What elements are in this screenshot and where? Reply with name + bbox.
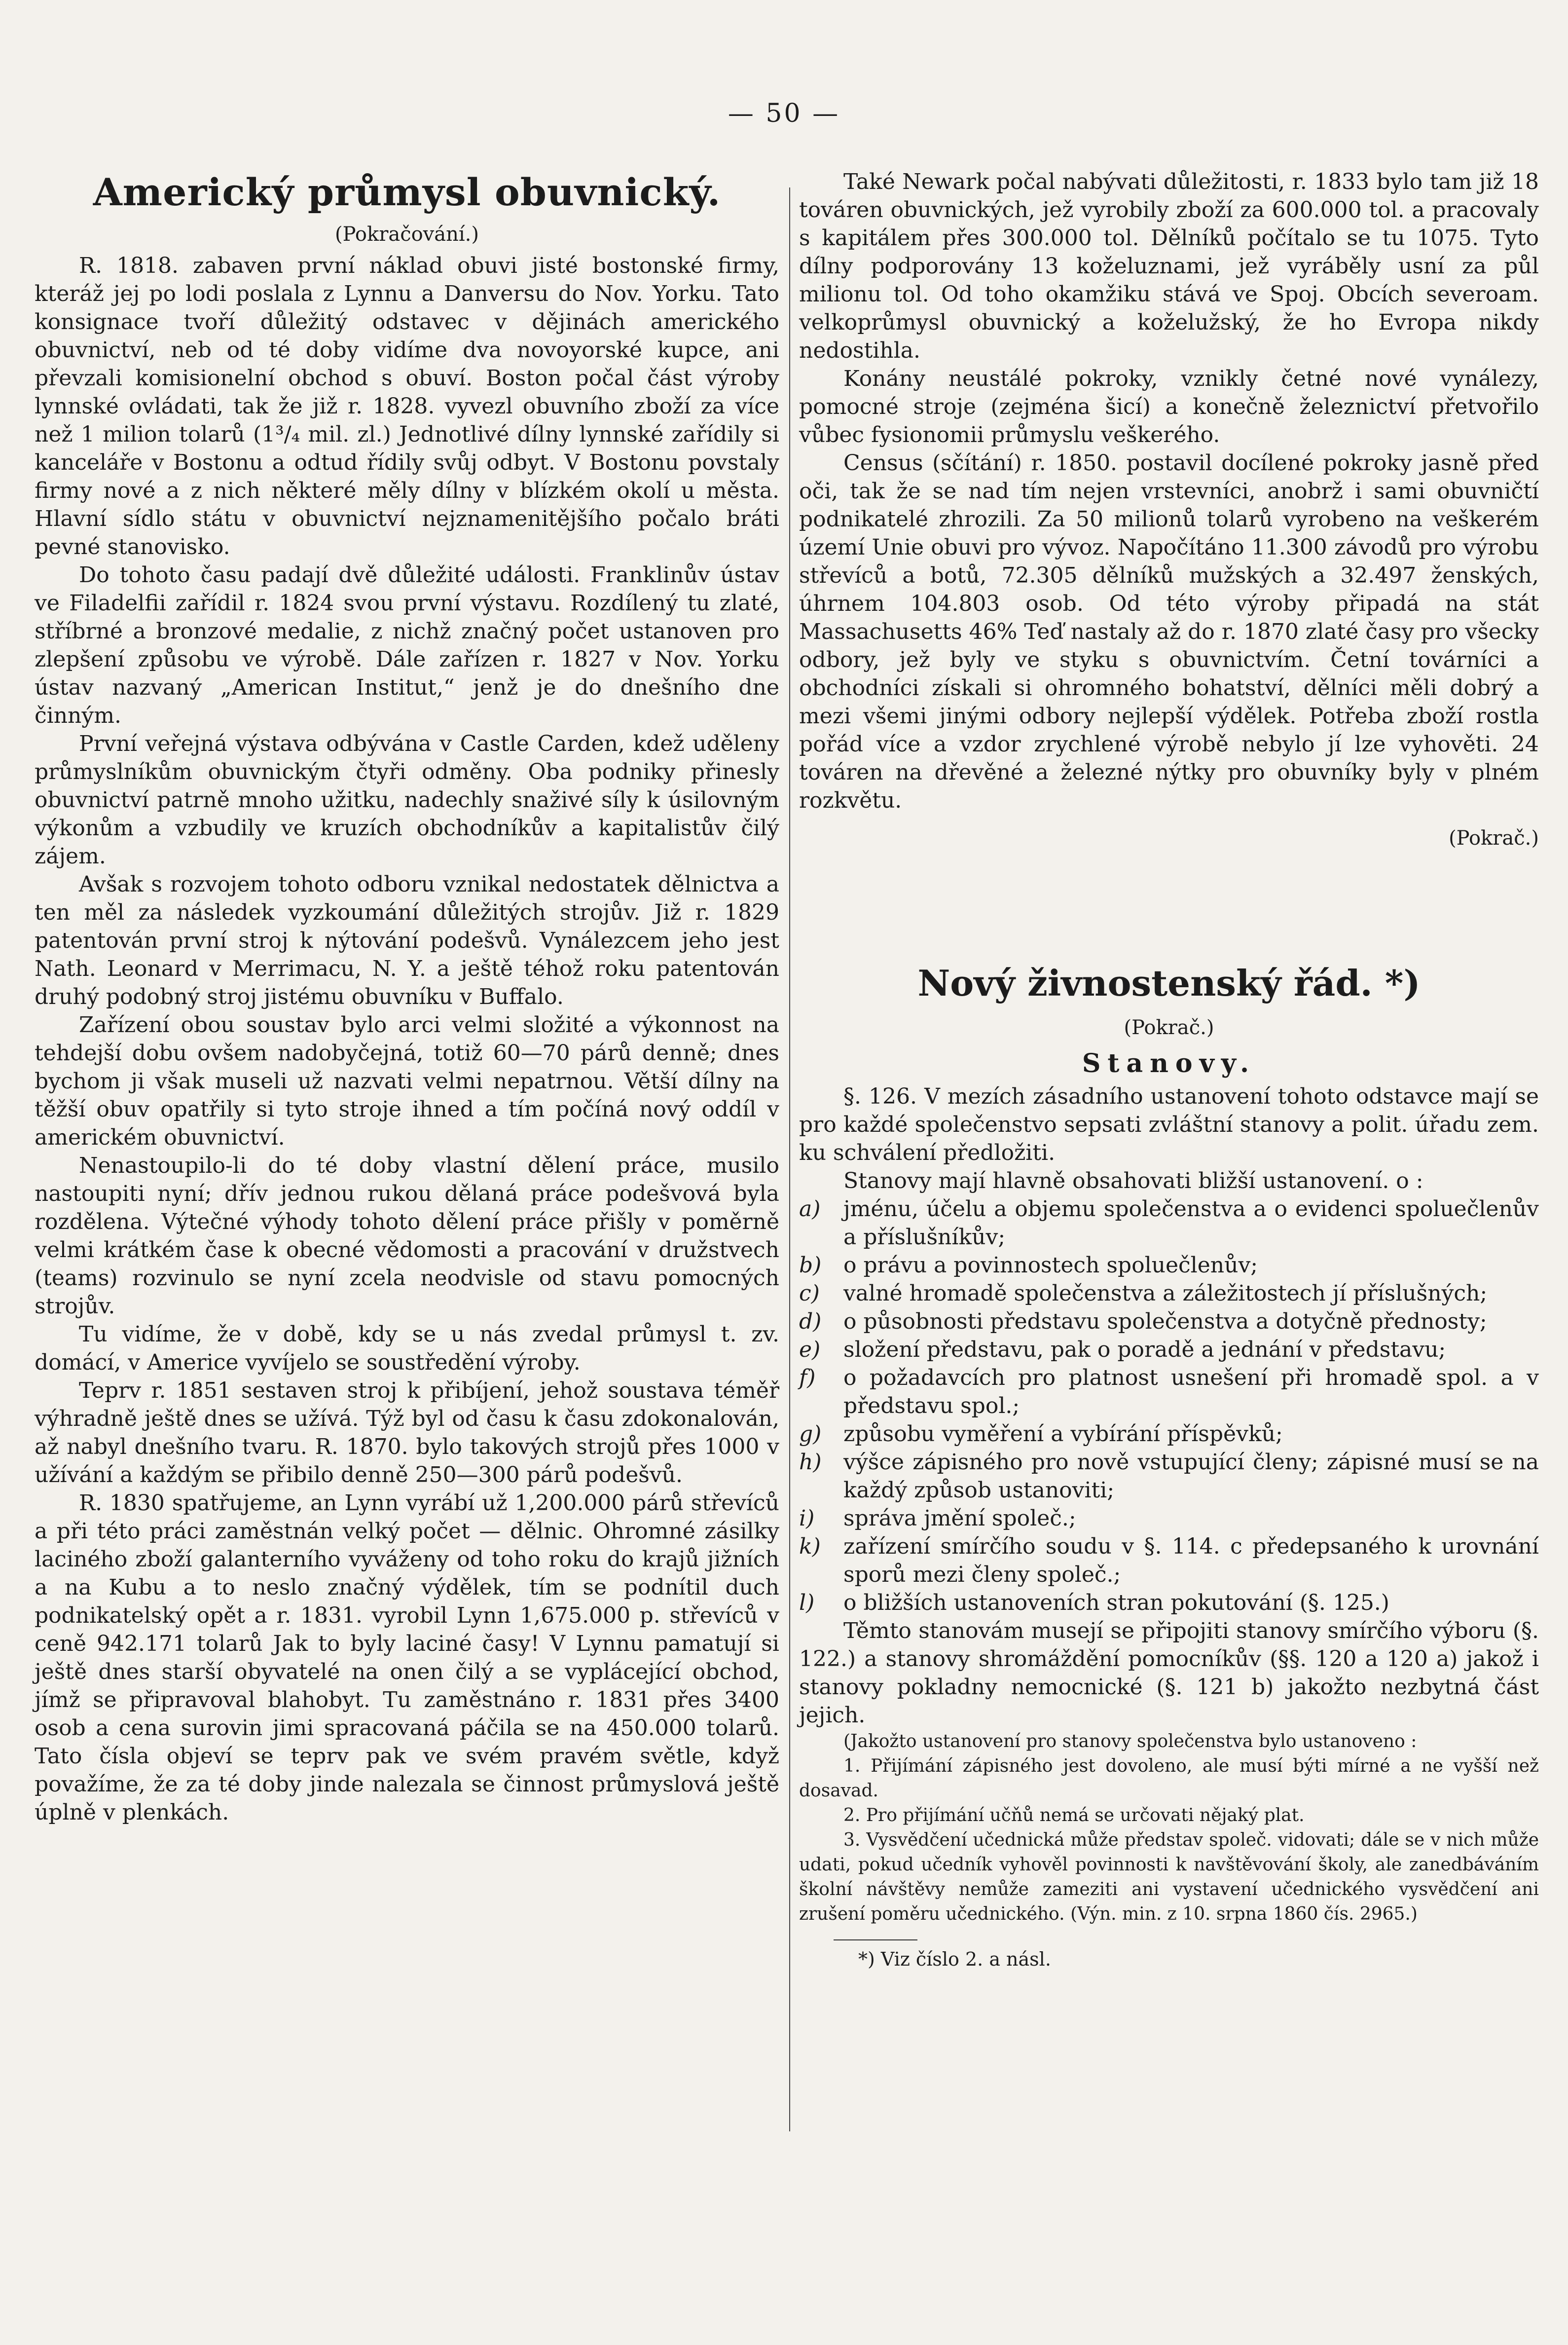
item-text: o působnosti představu společenstva a dotyčně přednosty; — [843, 1309, 1487, 1334]
article-subtitle: (Pokračování.) — [335, 223, 479, 246]
paragraph: Také Newark počal nabývati důležitosti, r. 1833 bylo tam již 18 továren obuvnických, jež vyrobily zboží za 600.000 tol. a pracovaly s kapitálem přes 300.000 tol. Dělníků počítalo se tu 1075. Tyto dílny podporovány 13 koželuznami, jež vyráběly usní za půl milionu tol. Od toho okamžiku stává ve Spoj. Obcích severoam. velkoprůmysl obuvnický a koželužský, že ho Evropa nikdy nedostihla. — [799, 169, 1539, 363]
list-item — [799, 1532, 1539, 1589]
item-label: g) — [799, 1421, 822, 1447]
item-label: d) — [799, 1309, 822, 1334]
paragraph: Teprv r. 1851 sestaven stroj k přibíjení, jehož soustava téměř výhradně ještě dnes se užívá. Týž byl od času k času zdokonalován, až nabyl dnešního tvaru. R. 1870. bylo takových strojů přes 1000 v užívání a každým se přibilo denně 250—300 párů podešvů. — [35, 1378, 779, 1488]
paragraph: Zařízení obou soustav bylo arci velmi složité a výkonnost na tehdejší dobu ovšem nadobyčejná, totiž 60—70 párů denně; dnes bychom ji však museli už nazvati velmi nepatrnou. Větší dílny na těžší obuv opatřily si tyto stroje ihned a tím počíná nový oddíl v americkém obuvnictví. — [35, 1012, 779, 1150]
item-text: složení představu, pak o poradě a jednání v představu; — [843, 1337, 1446, 1362]
paragraph: První veřejná výstava odbývána v Castle Carden, kdež uděleny průmyslníkům obuvnickým čtyři odměny. Oba podniky přinesly obuvnictví patrně mnoho užitku, nadechly snaživé síly k úsilovným výkonům a vzbudily ve kruzích obchodníkův a kapitalistův čilý zájem. — [35, 731, 779, 869]
footnote: *) Viz číslo 2. a násl. — [858, 1948, 1051, 1970]
continued-note: (Pokrač.) — [1449, 827, 1539, 850]
list-item — [799, 1336, 1539, 1364]
item-label: i) — [799, 1506, 815, 1531]
list-item — [799, 1448, 1539, 1504]
item-text: o právu a povinnostech spoluečlenův; — [843, 1253, 1258, 1278]
section-subtitle: (Pokrač.) — [1124, 1016, 1214, 1039]
list-item — [799, 1420, 1539, 1448]
article-title: Americký průmysl obuvnický. — [93, 170, 721, 214]
item-label: b) — [799, 1253, 822, 1278]
item-text: zařízení smírčího soudu v §. 114. c předepsaného k urovnání sporů mezi členy společ.; — [843, 1534, 1539, 1587]
item-label: k) — [799, 1534, 821, 1559]
item-text: správa jmění společ.; — [843, 1506, 1076, 1531]
page-number: — 50 — — [728, 99, 840, 128]
item-label: a) — [799, 1196, 821, 1222]
section-title: Nový živnostenský řád. *) — [917, 962, 1421, 1004]
item-label: e) — [799, 1337, 821, 1362]
item-text: o bližších ustanoveních stran pokutování (§. 125.) — [843, 1590, 1389, 1615]
paragraph: Konány neustálé pokroky, vznikly četné nové vynálezy, pomocné stroje (zejména šicí) a konečně železnictví přetvořilo vůbec fysionomii průmyslu veškerého. — [799, 366, 1539, 447]
item-label: h) — [799, 1450, 822, 1475]
paragraph: Do tohoto času padají dvě důležité události. Franklinův ústav ve Filadelfii zařídil r. 1824 svou první výstavu. Rozdílený tu zlaté, stříbrné a bronzové medalie, z nichž značný počet ustanoven pro zlepšení způsobu ve výrobě. Dále zařízen r. 1827 v Nov. Yorku ústav nazvaný „American Institut,“ jenž je do dnešního dne činným. — [35, 562, 779, 728]
paragraph: Census (sčítání) r. 1850. postavil docílené pokroky jasně před oči, tak že se nad tím nejen vrstevníci, anobrž i sami obuvničtí podnikatelé zhrozili. Za 50 milionů tolarů vyrobeno na veškerém území Unie obuvi pro vývoz. Napočítáno 11.300 závodů pro výrobu střevíců a botů, 72.305 dělníků mužských a 32.497 ženských, úhrnem 104.803 osob. Od této výroby připadá na stát Massachusetts 46% Teď nastaly až do r. 1870 zlaté časy pro všecky odbory, jež byly ve styku s obuvnictvím. Četní továrníci a obchodníci získali si ohromného bohatství, dělníci měli dobrý a mezi všemi jinými odbory nejlepší výdělek. Potřeba zboží rostla pořád více a vzdor zrychlené výrobě nebylo jí lze vyhověti. 24 továren na dřevěné a železné nýtky pro obuvníky byly v plném rozkvětu. — [799, 450, 1539, 813]
list-item — [799, 1589, 1539, 1617]
paragraph: Avšak s rozvojem tohoto odboru vznikal nedostatek dělnictva a ten měl za následek vyzkoumání důležitých strojův. Již r. 1829 patentován první stroj k nýtování podešvů. Vynálezcem jeho jest Nath. Leonard v Merrimacu, N. Y. a ještě téhož roku patentován druhý podobný stroj jistému obuvníku v Buffalo. — [35, 872, 779, 1009]
item-text: o požadavcích pro platnost usnešení při hromadě spol. a v představu spol.; — [843, 1365, 1539, 1418]
item-label: l) — [799, 1590, 815, 1615]
left-column — [35, 168, 779, 1826]
paragraph: Těmto stanovám musejí se připojiti stanovy smírčího výboru (§. 122.) a stanovy shromáždění pomocníkův (§§. 120 a 120 a) jakož i stanovy pokladny nemocnické (§. 121 b) jakožto nezbytná část jejich. — [799, 1618, 1539, 1728]
item-text: výšce zápisného pro nově vstupující členy; zápisné musí se na každý způsob ustanoviti; — [843, 1450, 1539, 1503]
item-text: způsobu vyměření a vybírání příspěvků; — [843, 1421, 1283, 1447]
paragraph: R. 1830 spatřujeme, an Lynn vyrábí už 1,200.000 párů střevíců a při této práci zaměstnán velký počet — dělnic. Ohromné zásilky laciného zboží galanterního vyváženy od toho roku do krajů jižních a na Kubu a to neslo značný výdělek, tím se podnítil duch podnikatelský opět a r. 1831. vyrobil Lynn 1,675.000 p. střevíců v ceně 942.171 tolarů Jak to byly laciné časy! V Lynnu pamatují si ještě dnes starší obyvatelé na onen čilý a se vyplácející obchod, jímž se připravoval blahobyt. Tu zaměstnáno r. 1831 přes 3400 osob a cena surovin jimi spracovaná páčila se na 450.000 tolarů. Tato čísla objeví se teprv pak ve svém pravém světle, když považíme, že za té doby jinde nalezala se činnost průmyslová ještě úplně v plenkách. — [35, 1490, 779, 1825]
note: (Jakožto ustanovení pro stanovy společenstva bylo ustanoveno : — [843, 1731, 1417, 1751]
list-item — [799, 1364, 1539, 1420]
note: 2. Pro přijímání učňů nemá se určovati nějaký plat. — [843, 1805, 1305, 1825]
paragraph: Nenastoupilo-li do té doby vlastní dělení práce, musilo nastoupiti nyní; dřív jednou rukou dělaná práce podešvová byla rozdělena. Výtečné výhody tohoto dělení práce přišly v poměrně velmi krátkém čase k obecné vědomosti a pracování v družstvech (teams) rozvinulo se nyní zcela neodvisle od stavu pomocných strojův. — [35, 1153, 779, 1319]
section-heading: Stanovy. — [1082, 1048, 1256, 1079]
note: 1. Přijímání zápisného jest dovoleno, ale musí býti mírné a ne vyšší než dosavad. — [799, 1756, 1539, 1801]
footnote-rule — [834, 1939, 917, 1940]
item-text: jménu, účelu a objemu společenstva a o evidenci spoluečlenův a příslušníkův; — [843, 1196, 1539, 1250]
list-item — [799, 1279, 1539, 1307]
list-item — [799, 1504, 1539, 1532]
note: 3. Vysvědčení učednická může představ společ. vidovati; dále se v nich může udati, pokud učedník vyhověl povinnosti k navštěvování školy, ale zanedbáváním školní návštěvy nemůže zameziti ani vystavení učednického vysvědčení ani zrušení poměru učednického. (Výn. min. z 10. srpna 1860 čís. 2965.) — [799, 1830, 1539, 1924]
item-text: valné hromadě společenstva a záležitostech jí příslušných; — [843, 1281, 1488, 1306]
paragraph: §. 126. V mezích zásadního ustanovení tohoto odstavce mají se pro každé společenstvo sepsati zvláštní stanovy a polit. úřadu zem. ku schválení předložiti. — [799, 1084, 1539, 1165]
column-divider — [789, 187, 790, 2131]
item-label: f) — [799, 1365, 816, 1390]
right-column — [799, 168, 1539, 1973]
list-item — [799, 1195, 1539, 1251]
paragraph: Stanovy mají hlavně obsahovati bližší ustanovení. o : — [843, 1168, 1423, 1193]
notes-block — [799, 1729, 1539, 1927]
list-item — [799, 1307, 1539, 1336]
paragraph: Tu vidíme, že v době, kdy se u nás zvedal průmysl t. zv. domácí, v Americe vyvíjelo se soustředění výroby. — [35, 1322, 779, 1375]
list-item — [799, 1251, 1539, 1279]
paragraph: R. 1818. zabaven první náklad obuvi jisté bostonské firmy, kteráž jej po lodi poslala z Lynnu a Danversu do Nov. Yorku. Tato konsignace tvoří důležitý odstavec v dějinách amerického obuvnictví, neb od té doby vidíme dva novoyorské kupce, ani převzali komisionelní obchod s obuví. Boston počal část výroby lynnské ovládati, tak že již r. 1828. vyvezl obuvního zboží za více než 1 milion tolarů (1³/₄ mil. zl.) Jednotlivé dílny lynnské zařídily si kanceláře v Bostonu a odtud řídily svůj odbyt. V Bostonu povstaly firmy nové a z nich některé měly dílny v blízkém okolí u města. Hlavní sídlo státu v obuvnictví nejznamenitějšího počalo bráti pevné stanovisko. — [35, 253, 779, 559]
item-label: c) — [799, 1281, 820, 1306]
